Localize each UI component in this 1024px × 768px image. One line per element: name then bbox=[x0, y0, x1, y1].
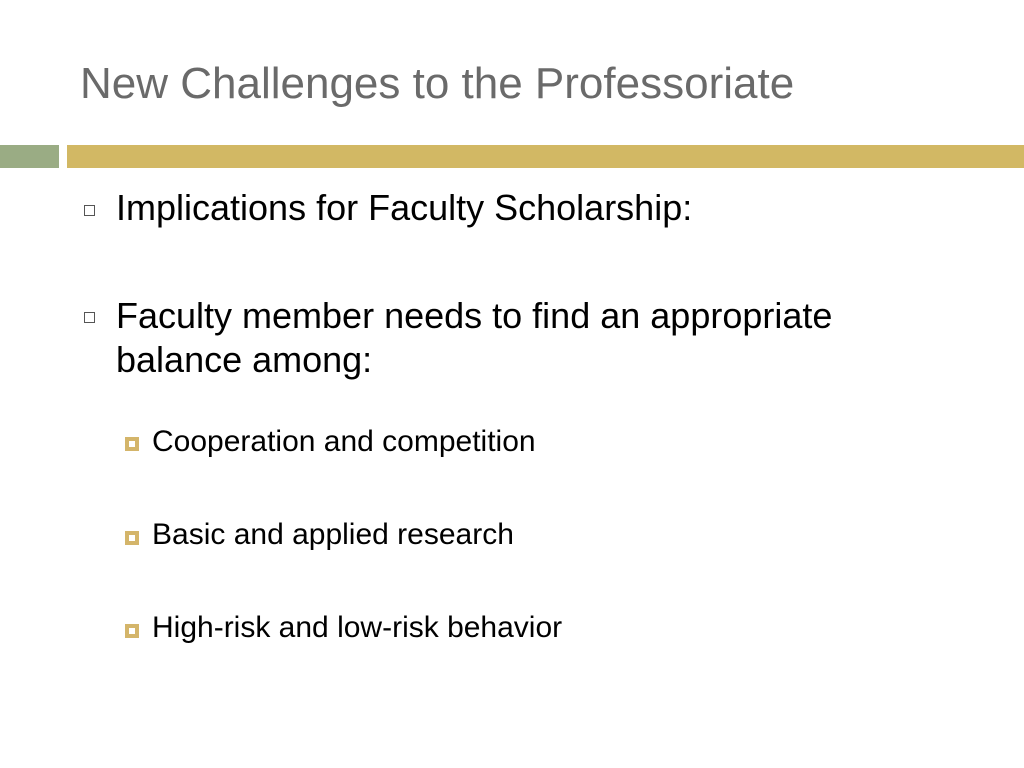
slide-title: New Challenges to the Professoriate bbox=[80, 59, 795, 108]
hollow-square-icon bbox=[84, 205, 95, 216]
sub-bullet-item: Basic and applied research bbox=[152, 518, 514, 551]
filled-square-icon bbox=[125, 624, 139, 638]
filled-square-icon bbox=[125, 437, 139, 451]
bullet-item: Faculty member needs to find an appropriate balance among: bbox=[116, 295, 833, 380]
sub-bullet-item: Cooperation and competition bbox=[152, 425, 536, 458]
filled-square-icon bbox=[125, 531, 139, 545]
sub-bullet-item: High-risk and low-risk behavior bbox=[152, 611, 563, 644]
bullet-item: Implications for Faculty Scholarship: bbox=[116, 187, 693, 228]
hollow-square-icon bbox=[84, 312, 95, 323]
